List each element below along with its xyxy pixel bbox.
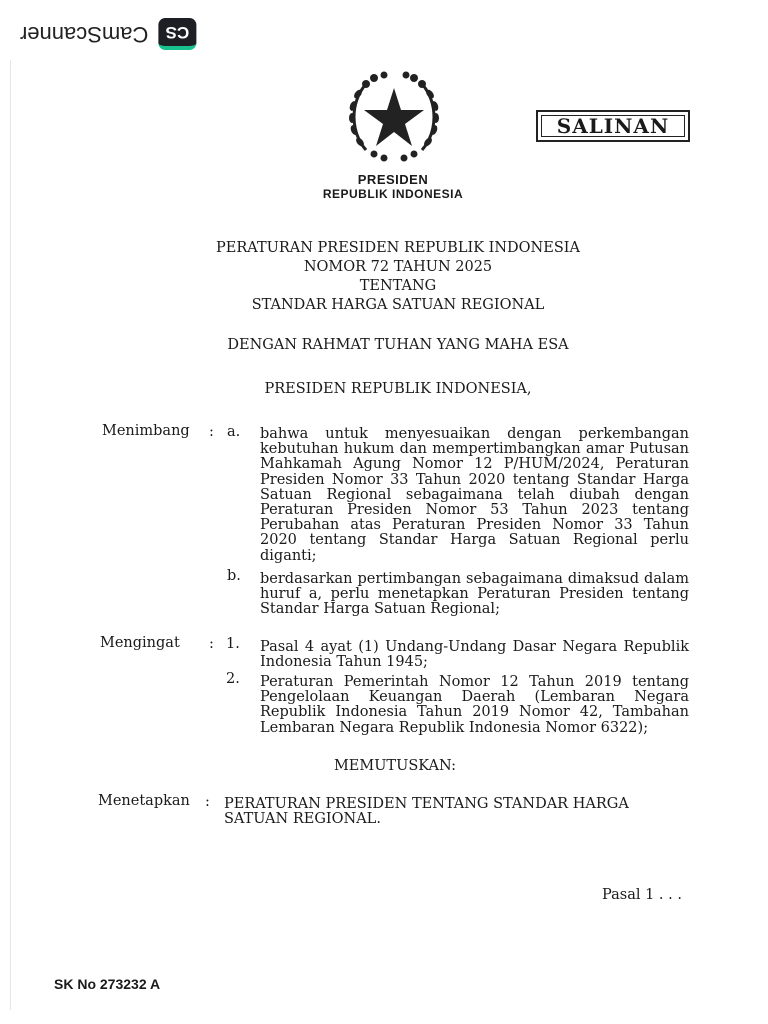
memutuskan-heading: MEMUTUSKAN: [333, 758, 457, 774]
mengingat-num-1: 1. [226, 636, 240, 652]
salinan-label: SALINAN [556, 114, 670, 138]
menimbang-label: Menimbang [102, 423, 190, 439]
menimbang-item-a [260, 427, 689, 564]
menimbang-num-a: a. [227, 424, 241, 440]
scan-edge-line [10, 60, 11, 1010]
garuda-star-emblem-icon [344, 70, 444, 162]
camscanner-logo-icon: CS [158, 18, 196, 50]
menimbang-colon: : [209, 424, 214, 440]
mengingat-text-1: Pasal 4 ayat (1) Undang-Undang Dasar Negara Republik Indonesia Tahun 1945; [260, 639, 689, 671]
mengingat-text-2: Peraturan Pemerintah Nomor 12 Tahun 2019 tentang Pengelolaan Keuangan Daerah (Lembaran Negara Republik Indonesia Tahun 2019 Nomor 42, Tambahan Lembaran Negara Republik Indonesia Nomor 6322); [260, 674, 689, 736]
mengingat-item-1 [260, 640, 689, 670]
menetapkan-text-block [224, 797, 690, 827]
menetapkan-text: PERATURAN PRESIDEN TENTANG STANDAR HARGA SATUAN REGIONAL. [224, 796, 629, 828]
next-page-marker: Pasal 1 . . . [602, 887, 682, 903]
menetapkan-colon: : [205, 794, 210, 810]
camscanner-text: CamScanner [20, 22, 149, 47]
camscanner-watermark [20, 18, 196, 50]
invocation: DENGAN RAHMAT TUHAN YANG MAHA ESA [227, 337, 569, 353]
menetapkan-label: Menetapkan [98, 793, 190, 809]
title-line-3: TENTANG [359, 278, 437, 294]
menimbang-num-b: b. [227, 568, 241, 584]
menimbang-item-b [260, 572, 689, 618]
mengingat-label: Mengingat [100, 635, 180, 651]
sk-number: SK No 273232 A [54, 976, 161, 992]
header-republik: REPUBLIK INDONESIA [322, 187, 464, 201]
menimbang-text-b: berdasarkan pertimbangan sebagaimana dimaksud dalam huruf a, perlu menetapkan Peraturan Presiden tentang Standar Harga Satuan Regional; [260, 571, 689, 618]
title-line-1: PERATURAN PRESIDEN REPUBLIK INDONESIA [216, 240, 580, 256]
mengingat-num-2: 2. [226, 671, 240, 687]
issuer: PRESIDEN REPUBLIK INDONESIA, [264, 381, 532, 397]
salinan-stamp [536, 110, 690, 142]
menimbang-text-a: bahwa untuk menyesuaikan dengan perkembangan kebutuhan hukum dan mempertimbangkan amar Putusan Mahkamah Agung Nomor 12 P/HUM/2024, Peraturan Presiden Nomor 33 Tahun 2020 tentang Standar Harga Satuan Regional sebagaimana telah diubah dengan Peraturan Presiden Nomor 53 Tahun 2023 tentang Perubahan atas Peraturan Presiden Nomor 33 Tahun 2020 tentang Standar Harga Satuan Regional perlu diganti; [260, 426, 689, 564]
title-line-4: STANDAR HARGA SATUAN REGIONAL [251, 297, 545, 313]
header-presiden: PRESIDEN [357, 172, 429, 187]
mengingat-colon: : [209, 636, 214, 652]
mengingat-item-2 [260, 675, 689, 736]
title-line-2: NOMOR 72 TAHUN 2025 [303, 259, 493, 275]
